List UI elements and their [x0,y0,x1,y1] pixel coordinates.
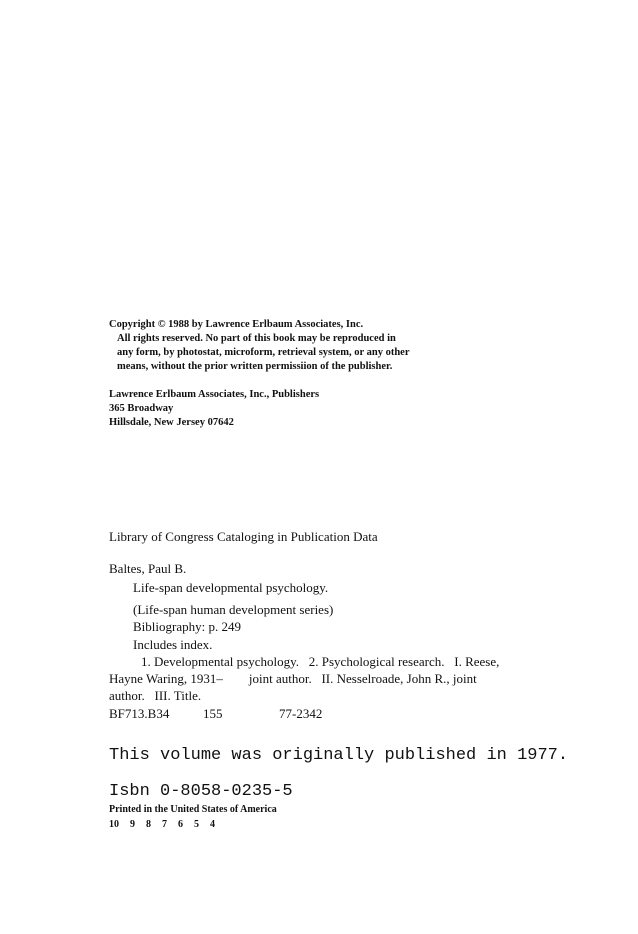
cip-dewey: 155 [203,706,223,721]
publisher-city: Hillsdale, New Jersey 07642 [109,417,234,428]
rights-line: All rights reserved. No part of this book may be reproduced in [117,333,396,344]
cip-title: Life-span developmental psychology. [133,580,329,595]
printed-in: Printed in the United States of America [109,804,277,815]
rights-line: any form, by photostat, microform, retrieval system, or any other [117,347,410,358]
cip-author: Baltes, Paul B. [109,561,187,576]
cip-lccn: 77-2342 [279,706,323,721]
publisher-street: 365 Broadway [109,403,174,414]
copyright-line: Copyright © 1988 by Lawrence Erlbaum Associates, Inc. [109,319,364,330]
cip-subjects-line: Hayne Waring, 1931– joint author. II. Nesselroade, John R., joint [109,671,477,686]
isbn: Isbn 0-8058-0235-5 [109,782,293,801]
cip-series: (Life-span human development series) [133,602,334,617]
cip-subjects-line: 1. Developmental psychology. 2. Psychological research. I. Reese, [141,654,500,669]
cip-subjects-line: author. III. Title. [109,688,202,703]
original-publication-note: This volume was originally published in 1977. [109,746,569,765]
cip-heading: Library of Congress Cataloging in Publication Data [109,529,378,544]
cip-bibliography: Bibliography: p. 249 [133,619,241,634]
publisher-name: Lawrence Erlbaum Associates, Inc., Publishers [109,389,320,400]
cip-index-note: Includes index. [133,637,213,652]
print-line: 10 9 8 7 6 5 4 [109,819,215,830]
rights-line: means, without the prior written permissiion of the publisher. [117,361,393,372]
cip-call-number: BF713.B34 [109,706,170,721]
